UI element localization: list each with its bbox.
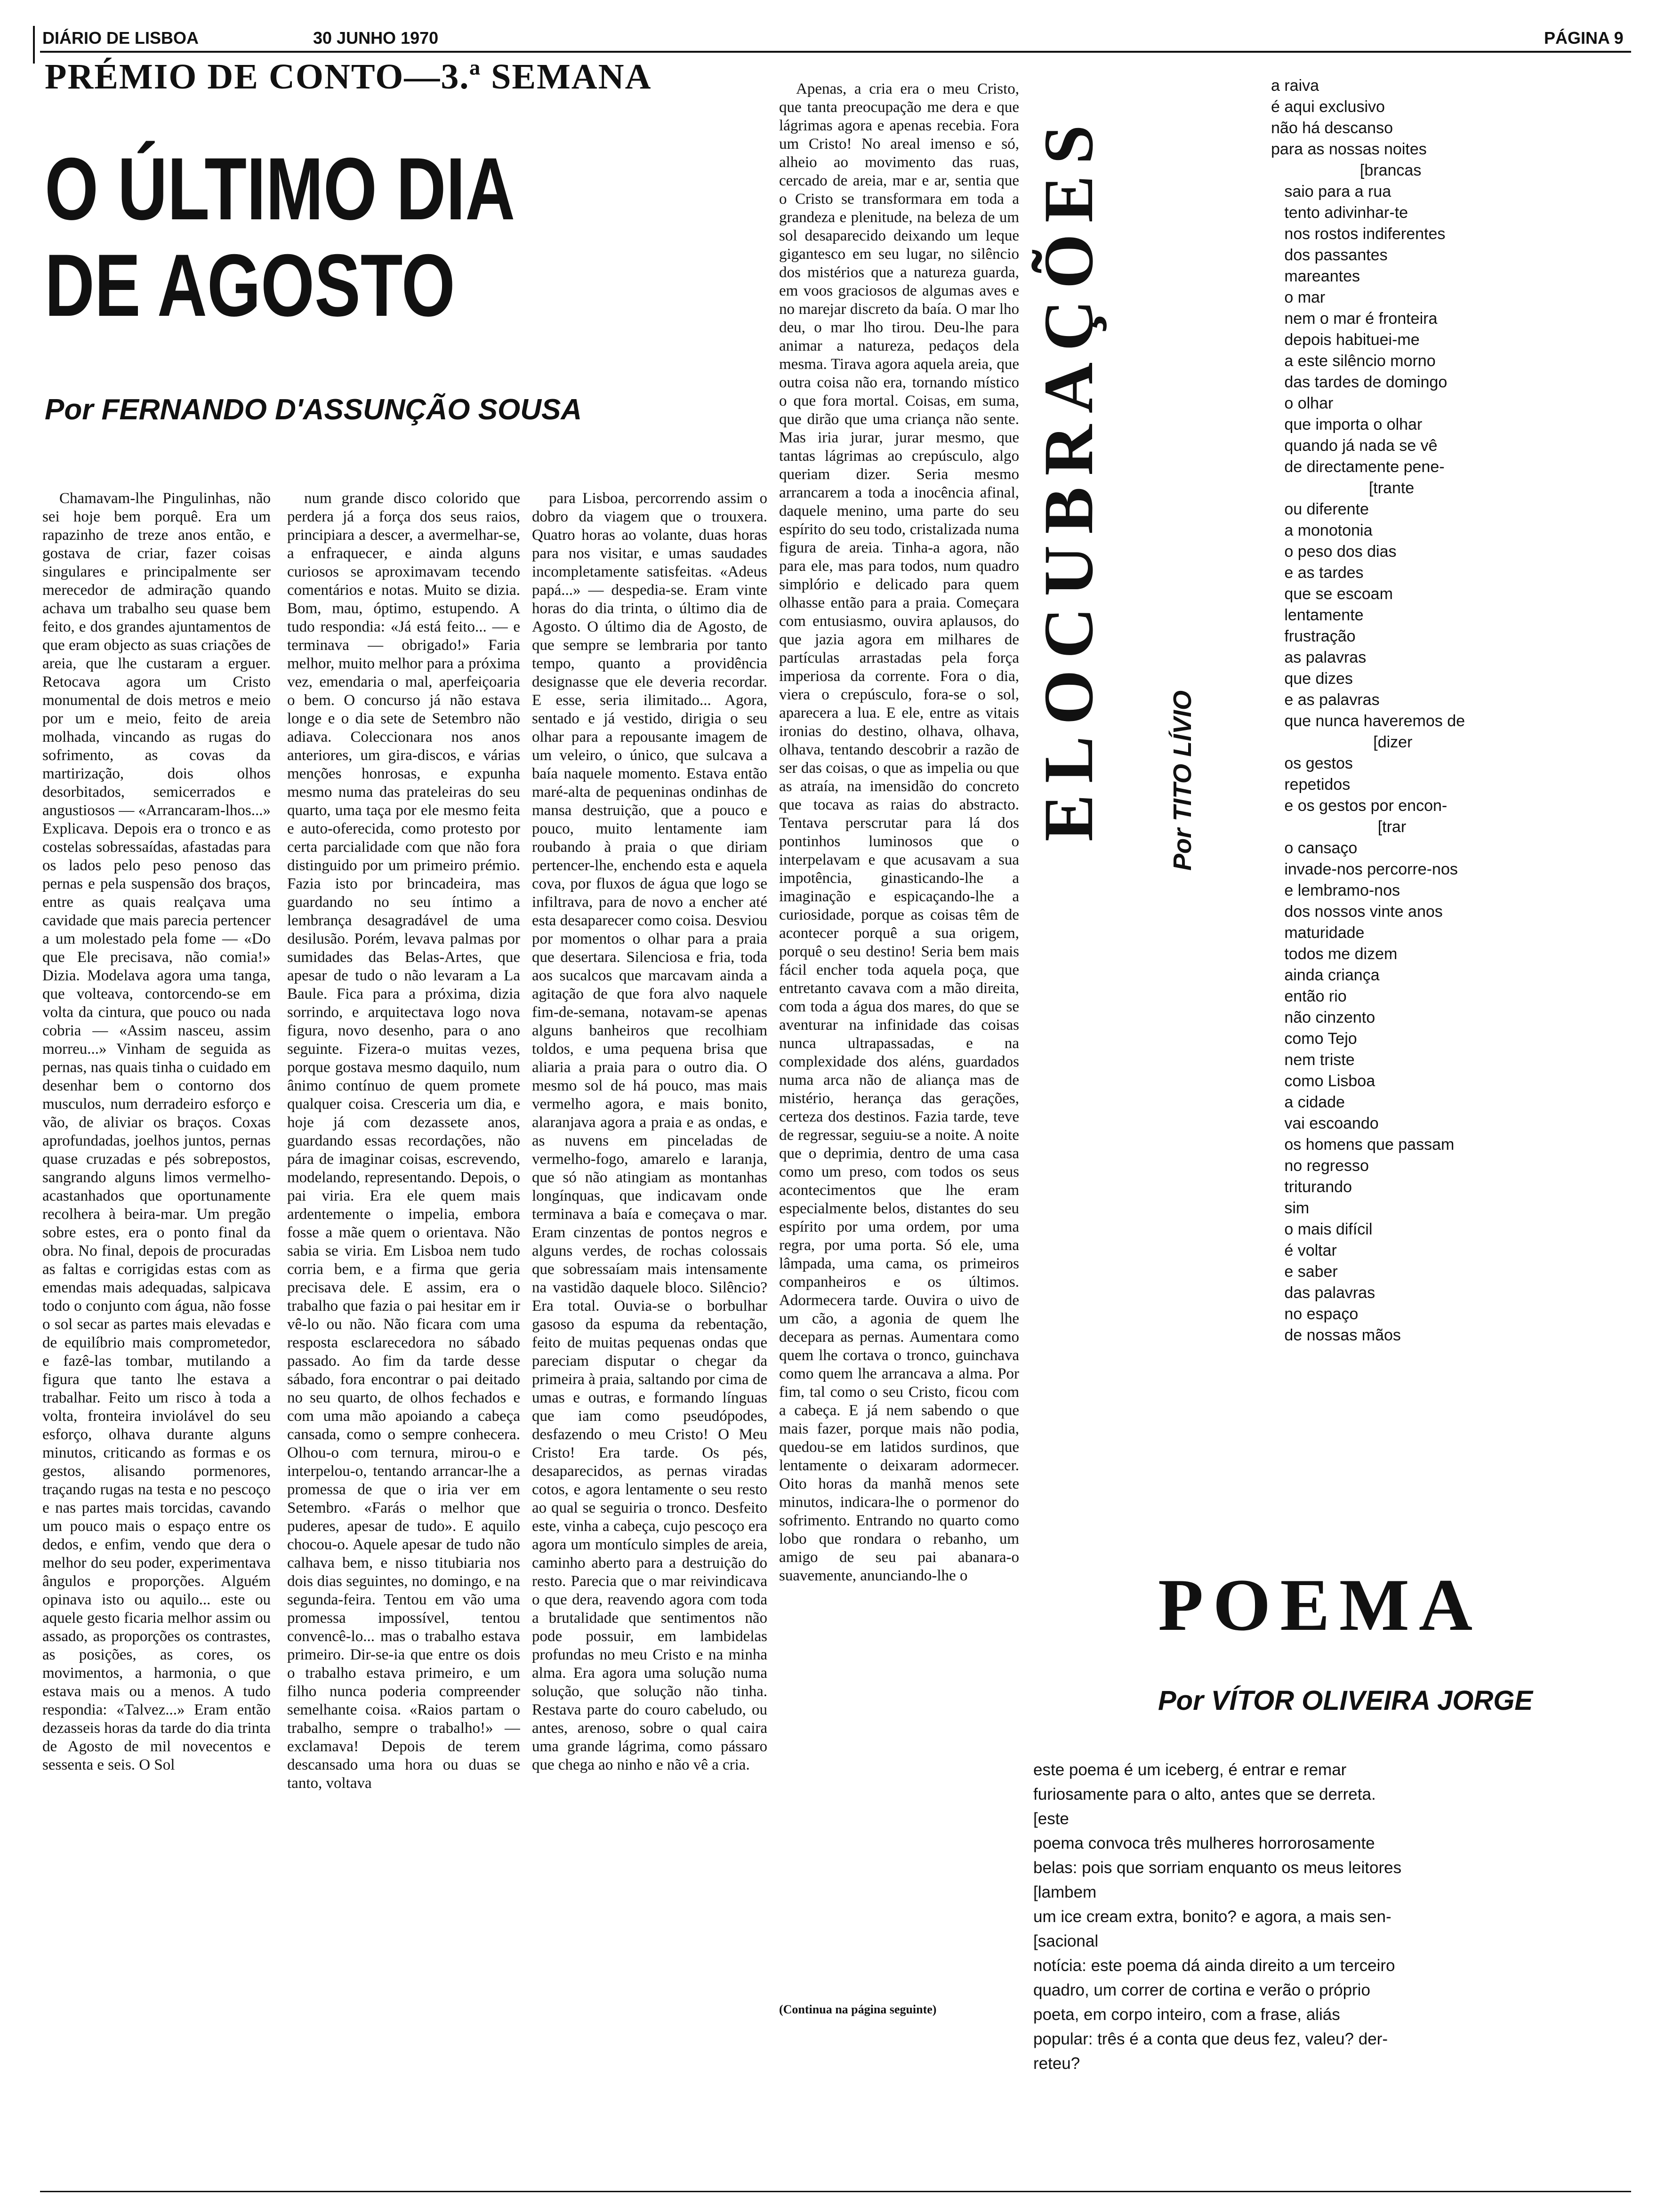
poem-line: e lembramo-nos [1271,882,1400,899]
poem-line: o mais difícil [1271,1220,1373,1238]
poem-line: os gestos [1271,754,1353,772]
poem-line: não há descanso [1271,119,1393,137]
poema-line: [sacional [1033,1932,1099,1950]
poem-line: e os gestos por encon- [1271,797,1448,815]
poem-line: saio para a rua [1271,183,1392,200]
poem-line: [trante [1271,479,1415,497]
poem-line: dos passantes [1271,246,1388,264]
poema-text [1033,1758,1636,2076]
story-title-line2: DE AGOSTO [45,236,455,335]
poem-line: das palavras [1271,1284,1375,1302]
poem-line: dos nossos vinte anos [1271,903,1443,921]
poem-line: que importa o olhar [1271,416,1423,433]
poem-line: no espaço [1271,1305,1359,1323]
story-text-col2: num grande disco colorido que perdera já a força dos seus raios, principiara a descer, a avermelhar-se, a enfraquecer, e ainda alguns curiosos se aproximavam tecendo comentários e notas. Muito se dizia. Bom, mau, óptimo, estupendo. A tudo respondia: «Já está feito... — e terminava — obrigado!» Faria melhor, muito melhor para a próxima vez, emendaria o mal, aperfeiçoaria o bem. O concurso já não estava longe e o dia sete de Setembro não adiava. Coleccionara nos anos anteriores, um gira-discos, e várias menções honrosas, e expunha mesmo numa das prateleiras do seu quarto, uma taça por ele mesmo feita e auto-oferecida, como protesto por certa parcialidade com que não fora distinguido por um primeiro prémio. Fazia isto por brincadeira, mas guardando no seu íntimo a lembrança desagradável de uma desilusão. Porém, levava palmas por sumidades das Belas-Artes, que apesar de tudo o não levaram a La Baule. Fica para a próxima, dizia sorrindo, e arquitectava logo nova figura, novo desenho, para o ano seguinte. Fizera-o muitas vezes, porque gostava mesmo daquilo, num ânimo contínuo de quem promete qualquer coisa. Cresceria um dia, e hoje já com dezassete anos, guardando essas recordações, não pára de imaginar coisas, escrevendo, modelando, representando. Depois, o pai viria. Era ele quem mais ardentemente o impelia, embora fosse a mãe quem o orientava. Não sabia se viria. Em Lisboa nem tudo corria bem, e a firma que geria precisava dele. E assim, era o trabalho que fazia o pai hesitar em ir vê-lo ou não. Não ficara com uma resposta esclarecedora no sábado passado. Ao fim da tarde desse sábado, fora encontrar o pai deitado no seu quarto, de olhos fechados e com uma mão apoiando a cabeça cansada, como o sempre conhecera. Olhou-o com ternura, mirou-o e interpelou-o, tentando arrancar-lhe a promessa de que o iria ver em Setembro. «Farás o melhor que puderes, apesar de tudo». E aquilo chocou-o. Aquele apesar de tudo não calhava bem, e nisso titubiaria nos dois dias seguintes, no domingo, e na segunda-feira. Tentou em vão uma promessa impossível, tentou convencê-lo... mas o trabalho estava primeiro. Dir-se-ia que entre os dois o trabalho estava primeiro, e um filho nunca poderia compreender semelhante coisa. «Raios partam o trabalho, sempre o trabalho!» — exclamava! Depois de terem descansado uma hora ou duas se tanto, voltava [287,490,520,1792]
poem-line: de directamente pene- [1271,458,1445,476]
poem-line: que se escoam [1271,585,1393,603]
poem-line: o peso dos dias [1271,543,1397,561]
poema-line: poema convoca três mulheres horrorosamente [1033,1834,1375,1852]
poem-line: nem o mar é fronteira [1271,310,1438,328]
elocubracoes-byline: Por TITO LÍVIO [1168,690,1197,871]
poem-line: ou diferente [1271,500,1369,518]
poem-line: como Tejo [1271,1030,1357,1048]
poem-line: triturando [1271,1178,1352,1196]
poem-line: [trar [1271,818,1407,836]
poema-line: um ice cream extra, bonito? e agora, a mais sen- [1033,1907,1392,1926]
story-column-4 [779,80,1019,1981]
poem-line: é voltar [1271,1242,1337,1259]
header-rule [40,51,1631,53]
poema-line: poeta, em corpo inteiro, com a frase, aliás [1033,2005,1340,2024]
poema-line: [lambem [1033,1883,1097,1901]
poem-line: quando já nada se vê [1271,437,1438,455]
poem-line: frustração [1271,627,1356,645]
poem-line: que dizes [1271,670,1353,688]
poem-line: invade-nos percorre-nos [1271,860,1458,878]
poem-line: nem triste [1271,1051,1355,1069]
poem-line: ainda criança [1271,966,1380,984]
poem-line: o mar [1271,289,1326,306]
story-column-3 [532,489,767,2066]
poema-line: este poema é um iceberg, é entrar e remar [1033,1761,1347,1779]
poem-line: e as tardes [1271,564,1364,582]
issue-date: 30 JUNHO 1970 [313,28,439,48]
poem-line: e saber [1271,1263,1338,1281]
story-column-2 [287,489,520,2066]
poem-line: o cansaço [1271,839,1358,857]
poem-line: para as nossas noites [1271,140,1427,158]
poem-line: das tardes de domingo [1271,373,1448,391]
poem-line: maturidade [1271,924,1365,942]
poem-line: tento adivinhar-te [1271,204,1408,222]
newspaper-name: DIÁRIO DE LISBOA [42,28,199,48]
poem-line: depois habituei-me [1271,331,1420,349]
poem-line: de nossas mãos [1271,1326,1401,1344]
poem-line: a cidade [1271,1093,1345,1111]
poem-line: mareantes [1271,267,1360,285]
poema-line: popular: três é a conta que deus fez, valeu? der- [1033,2030,1388,2048]
poem-line: que nunca haveremos de [1271,712,1465,730]
poem-line: vai escoando [1271,1114,1379,1132]
poem-line: a monotonia [1271,521,1373,539]
poem-line: repetidos [1271,776,1351,793]
story-text-col1: Chamavam-lhe Pingulinhas, não sei hoje bem porquê. Era um rapazinho de treze anos então, e gostava de criar, fazer coisas singulares e principalmente ser merecedor de admiração quando achava um trabalho seu quase bem feito, e dos grandes ajuntamentos de que eram objecto as suas criações de areia, que lhe custaram a erguer. Retocava agora um Cristo monumental de dois metros e meio por um e meio, feito de areia molhada, vincando as rugas do sofrimento, as covas da martirização, dois olhos desorbitados, semicerrados e angustiosos — «Arrancaram-lhos...» Explicava. Depois era o tronco e as costelas sobressaídas, afastadas para os lados pelo peso penoso das pernas e pela suspensão dos braços, entre as quais realçava uma cavidade que mais parecia pertencer a um molestado pela fome — «Do que Ele precisava, não comia!» Dizia. Modelava agora uma tanga, que volteava, contorcendo-se em volta da cintura, que pouco ou nada cobria — «Assim nasceu, assim morreu...» Vinham de seguida as pernas, nas quais tinha o cuidado em desenhar bem o contorno dos musculos, num derradeiro esforço e vão, de aliviar os braços. Coxas aprofundadas, joelhos juntos, pernas quase cruzadas e pés sobrepostos, sangrando alguns limos vermelho-acastanhados que oportunamente recolhera à beira-mar. Um pregão sobre estes, era o ponto final da obra. No final, depois de procuradas as faltas e corrigidas estas com as emendas mais adequadas, salpicava todo o conjunto com água, não fosse o sol secar as partes mais elevadas e de equilíbrio mais comprometedor, e fazê-las tombar, mutilando a figura que tanto lhe estava a trabalhar. Feito um risco à toda a volta, fronteira inviolável do seu esforço, olhava durante alguns minutos, criticando as formas e os gestos, alisando pormenores, traçando rugas na testa e no pescoço e nas partes mais torcidas, cavando um pouco mais o espaço entre os dedos, e enfim, vendo que dera o melhor do seu poder, experimentava ângulos e proporções. Alguém opinava isto ou aquilo... este ou aquele gesto ficaria melhor assim ou assado, as proporções os contrastes, as posições, as cores, os movimentos, a harmonia, o que estava mais ou a menos. A tudo respondia: «Talvez...» Eram então dezasseis horas da tarde do dia trinta de Agosto de mil novecentos e sessenta e seis. O Sol [42,490,271,1773]
poem-line: nos rostos indiferentes [1271,225,1446,243]
story-text-col4: Apenas, a cria era o meu Cristo, que tanta preocupação me dera e que lágrimas agora e apenas recebia. Fora um Cristo! No areal imenso e só, alheio ao movimento das ruas, cercado de areia, mar e ar, sentia que o Cristo se transformara em toda a grandeza e plenitude, na beleza de um sol desaparecido deixando um leque gigantesco em seu lugar, no silêncio dos mistérios que a natureza guarda, em voos graciosos de algumas aves e no marejar discreto da baía. O mar lho deu, o mar lho tirou. Deu-lhe para animar a natureza, pedaços dela mesma. Tirava agora aquela areia, que outra coisa não era, tornando místico o que fora mortal. Coisas, em suma, que dirão que uma criança não sente. Mas iria jurar, jurar mesmo, que tantas lágrimas ao crepúsculo, algo queriam dizer. Seria mesmo arrancarem a toda a inocência afinal, daquele menino, uma parte do seu espírito do seu todo, cristalizada numa figura de areia. Tinha-a agora, não para ele, mas para todos, num quadro simplório e delicado para quem olhasse então para a praia. Começara com entusiasmo, ouvira aplausos, do que jazia agora em milhares de partículas arrastadas pela força imperiosa da corrente. Fora o dia, viera o crepúsculo, fora-se o sol, aparecera a lua. E ele, entre as vitais ironias do destino, olhava, olhava, olhava, tentando descobrir a razão de ser das coisas, o que as impelia ou que as atraía, na imensidão do concreto que tocava as raias do abstracto. Tentava perscrutar para lá dos pontinhos luminosos que o interpelavam e que acusavam a sua impotência, ginasticando-lhe a imaginação e espicaçando-lhe a curiosidade, porque as coisas têm de acontecer porquê a sua origem, porquê o seu destino! Seria bem mais fácil encher toda aquela poça, que entretanto cavava com a mão direita, com toda a água dos mares, do que se aventurar na infinidade das coisas nunca ultrapassadas, e na complexidade dos aléns, guardados numa arca não de aliança mas de mistério, herança das gerações, certeza dos destinos. Fazia tarde, teve de regressar, seguiu-se a noite. A noite que o deprimia, dentro de uma casa como um preso, com todos os seus acontecimentos que lhe eram especialmente belos, distantes do seu espírito por uma ordem, por uma regra, por uma porta. Só ele, uma lâmpada, uma cama, os primeiros companheiros e os últimos. Adormecera tarde. Ouvira o uivo de um cão, a agonia de quem lhe decepara as pernas. Aumentara como quem lhe cortava o tronco, guinchava como quem lhe arrancava a alma. Por fim, tal como o seu Cristo, ficou com a cabeça. E já nem sabendo o que mais fazer, porque mais não podia, quedou-se em latidos surdinos, que lentamente o deixaram adormecer. Oito horas da manhã menos sete minutos, indicara-lhe o pormenor do sofrimento. Entrando no quarto como lobo que rondara o rebanho, um amigo de seu pai abanara-o suavemente, anunciando-lhe o [779,80,1019,1584]
poem-line: é aqui exclusivo [1271,98,1385,116]
poem-line: sim [1271,1199,1310,1217]
poem-line: o olhar [1271,394,1334,412]
poem-line: não cinzento [1271,1009,1375,1026]
poem-line: todos me dizem [1271,945,1398,963]
poem-line: a este silêncio morno [1271,352,1436,370]
elocubracoes-poem [1271,75,1629,1346]
poem-line: a raiva [1271,77,1319,95]
poema-line: [este [1033,1810,1069,1828]
poema-line: furiosamente para o alto, antes que se derreta. [1033,1785,1376,1803]
page-number: PÁGINA 9 [1544,28,1624,48]
poem-line: então rio [1271,987,1347,1005]
poem-line: no regresso [1271,1157,1369,1175]
story-title-line1: O ÚLTIMO DIA [45,139,515,238]
poema-title: POEMA [1158,1564,1482,1646]
poem-line: e as palavras [1271,691,1380,709]
poema-byline: Por VÍTOR OLIVEIRA JORGE [1158,1685,1533,1716]
story-byline: Por FERNANDO D'ASSUNÇÃO SOUSA [45,393,582,426]
story-kicker: PRÉMIO DE CONTO—3.ª SEMANA [45,57,652,96]
poema-line: belas: pois que sorriam enquanto os meus leitores [1033,1859,1402,1877]
poema-line: quadro, um correr de cortina e verão o próprio [1033,1981,1370,1999]
poem-line: [brancas [1271,161,1422,179]
footer-rule [40,2191,1631,2192]
poem-line: as palavras [1271,649,1367,666]
poem-line: lentamente [1271,606,1364,624]
poema-line: notícia: este poema dá ainda direito a um terceiro [1033,1956,1395,1975]
poem-line: [dizer [1271,733,1413,751]
story-text-col3: para Lisboa, percorrendo assim o dobro da viagem que o trouxera. Quatro horas ao volante, duas horas para nos visitar, e umas saudades incompletamente satisfeitas. «Adeus papá...» — despedia-se. Eram vinte horas do dia trinta, o último dia de Agosto. O último dia de Agosto, de que sempre se lembraria por tanto tempo, quanto a providência designasse que ele deveria recordar. E esse, seria ilimitado... Agora, sentado e já vestido, dirigia o seu olhar para a repousante imagem de um veleiro, o único, que sulcava a baía naquele momento. Estava então maré-alta de pequeninas ondinhas de mansa destruição, que a pouco e pouco, muito lentamente iam roubando à praia o que diriam pertencer-lhe, enchendo esta e aquela cova, por fluxos de água que logo se infiltrava, para de novo a encher até esta desaparecer como coisa. Desviou por momentos o olhar para a praia que desertara. Silenciosa e fria, toda aos sucalcos que marcavam ainda a agitação de que fora alvo naquele fim-de-semana, notavam-se apenas alguns banheiros que recolhiam toldos, e uma pequena brisa que aliaria a praia para o outro dia. O mesmo sol de há pouco, mas mais vermelho agora, e mais bonito, alaranjava agora a praia e as ondas, e as nuvens em pinceladas de vermelho-fogo, amarelo e laranja, que só não atingiam as montanhas longínquas, que indicavam onde terminava a baía e começava o mar. Eram cinzentas de pontos negros e alguns verdes, de rochas colossais que sobressaíam mais intensamente na vastidão daquele bloco. Silêncio? Era total. Ouvia-se o borbulhar gasoso da espuma da rebentação, feito de muitas pequenas ondas que pareciam disputar o chegar da primeira à praia, saltando por cima de umas e outras, e formando línguas que iam como pseudópodes, desfazendo o meu Cristo! O Meu Cristo! Era tarde. Os pés, desaparecidos, as pernas viradas cotos, e agora lentamente o seu resto ao qual se seguiria o tronco. Desfeito este, vinha a cabeça, cujo pescoço era agora um montículo simples de areia, caminho aberto para a destruição do resto. Parecia que o mar reivindicava o que dera, reavendo agora com toda a brutalidade que sentimentos não pode possuir, em lambidelas profundas no meu Cristo e na minha alma. Era agora uma solução numa solução, que solução não tinha. Restava parte do couro cabeludo, ou antes, arenoso, sobre o qual caira uma grande lágrima, como pássaro que chega ao ninho e não vê a cria. [532,490,767,1773]
header-left-tick [33,26,35,64]
continued-note: (Continua na página seguinte) [779,2003,937,2016]
poem-line: como Lisboa [1271,1072,1375,1090]
story-column-1 [42,489,271,2066]
poema-line: reteu? [1033,2054,1080,2073]
elocubracoes-title: ELOCUBRAÇÕES [1030,113,1108,842]
poem-line: os homens que passam [1271,1136,1455,1154]
